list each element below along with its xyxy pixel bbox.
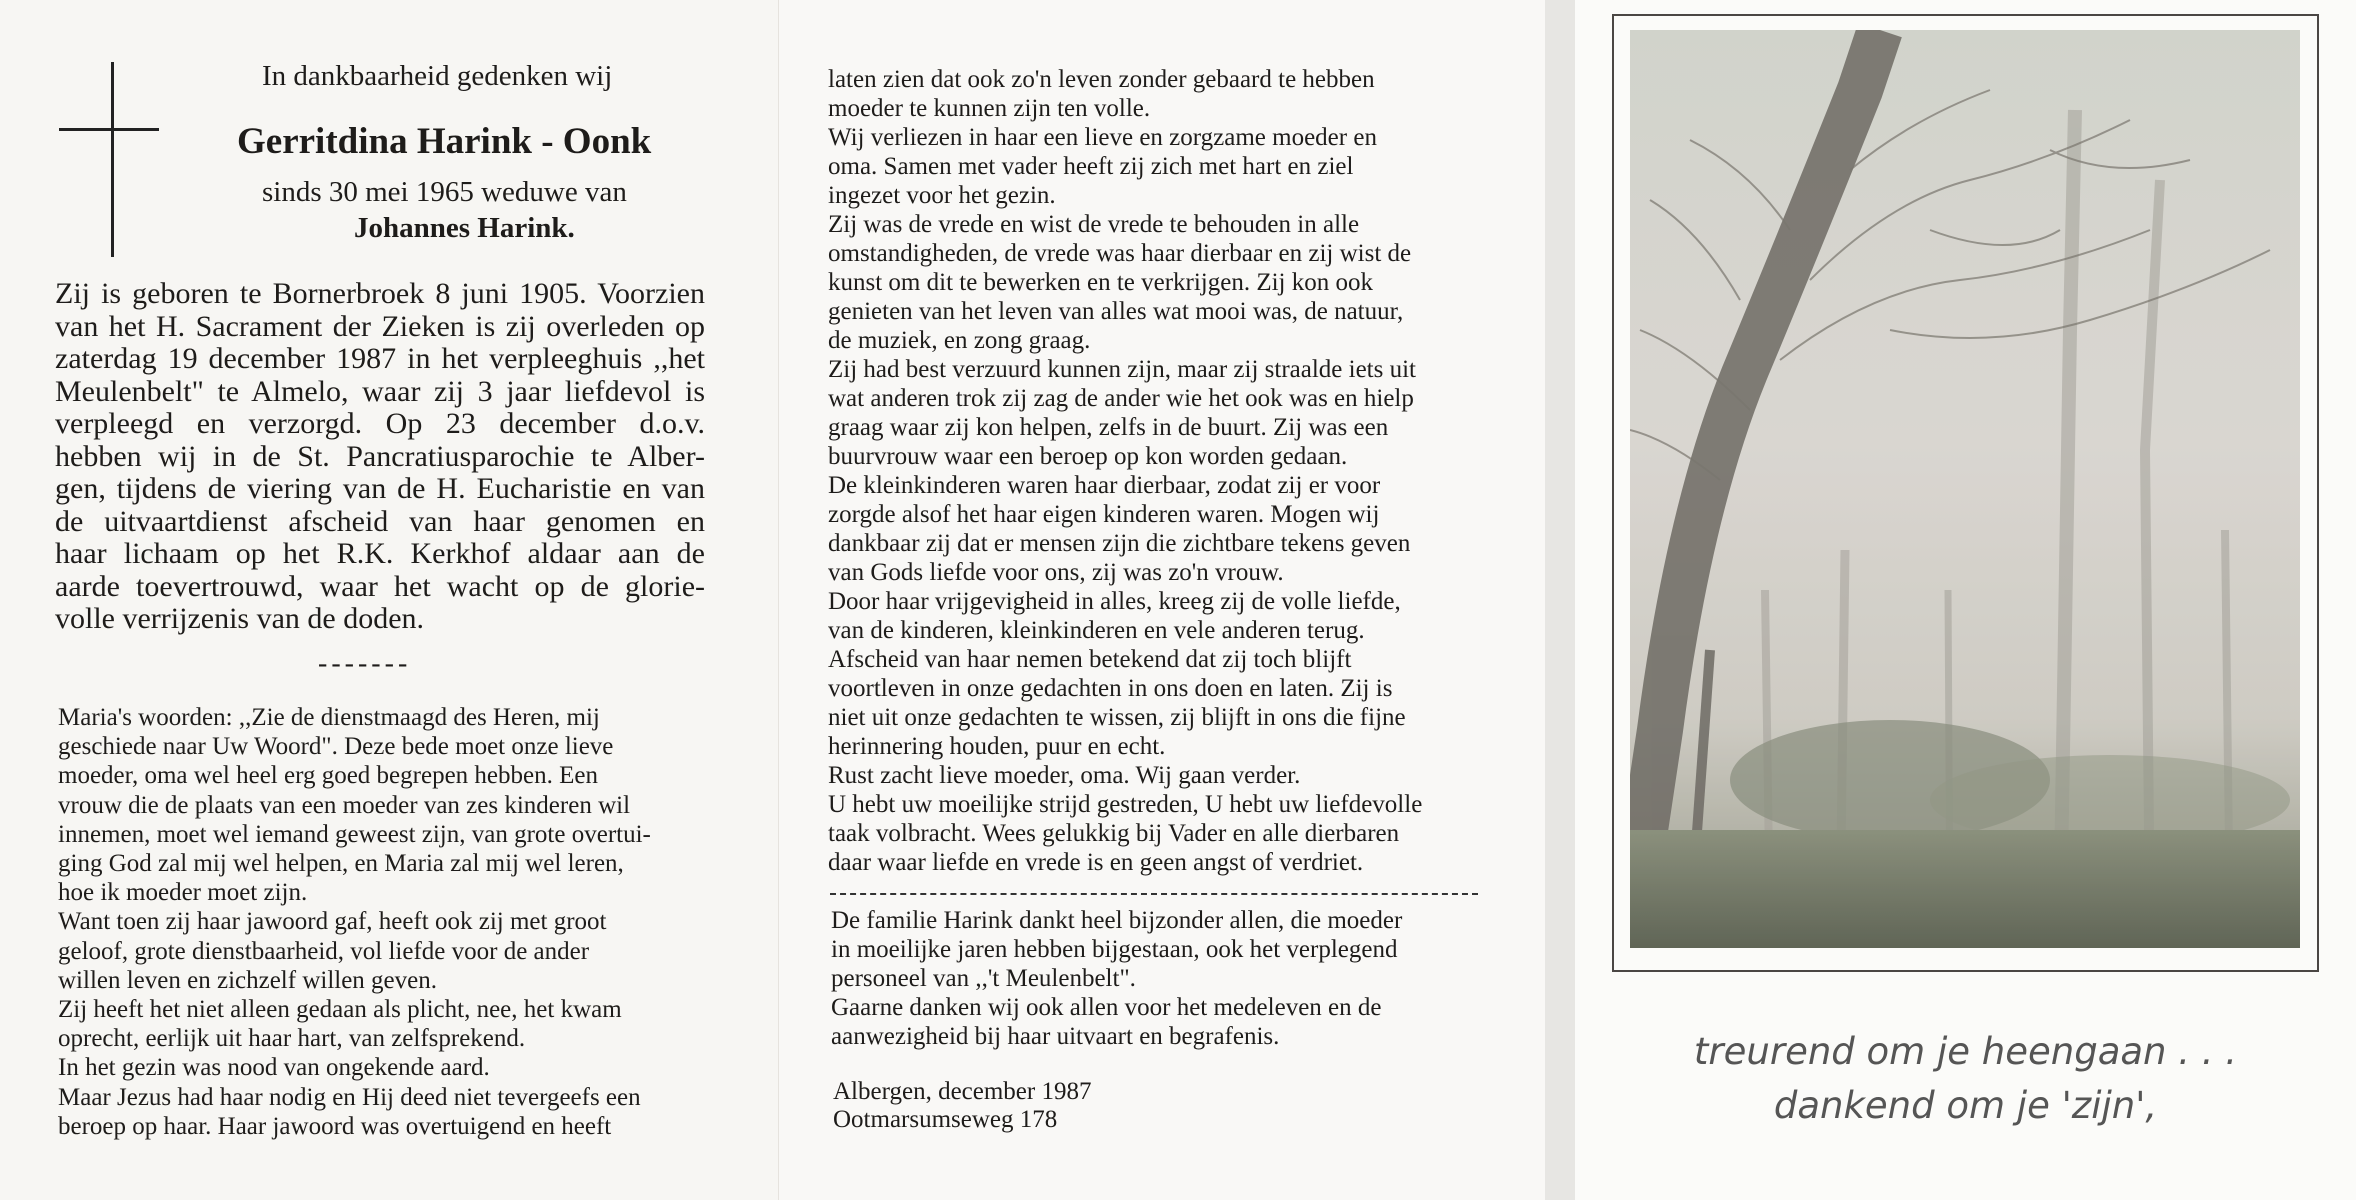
tribute-line: hoe ik moeder moet zijn. [58, 879, 308, 907]
tribute-line: omstandigheden, de vrede was haar dierbaar en zij wist de [828, 240, 1412, 267]
separator: ------- [318, 648, 412, 679]
tribute-line: herinnering houden, puur en echt. [828, 733, 1166, 760]
thanks-line: aanwezigheid bij haar uitvaart en begrafenis. [831, 1023, 1280, 1050]
tribute-line: buurvrouw waar een beroep op kon worden gedaan. [828, 443, 1348, 470]
tribute-line: graag waar zij kon helpen, zelfs in de buurt. Zij was een [828, 414, 1389, 441]
bio-line: de uitvaartdienst afscheid van haar genomen en [55, 504, 705, 538]
tribute-line: Rust zacht lieve moeder, oma. Wij gaan verder. [828, 762, 1301, 789]
thanks-line: Gaarne danken wij ook allen voor het medeleven en de [831, 994, 1382, 1021]
tribute-line: Maria's woorden: ,,Zie de dienstmaagd des Heren, mij [58, 704, 600, 731]
tribute-line: willen leven en zichzelf willen geven. [58, 966, 438, 994]
tribute-text-middle [828, 65, 1474, 877]
tribute-line: Afscheid van haar nemen betekend dat zij toch blijft [828, 646, 1352, 673]
misty-forest-photo [1630, 30, 2300, 948]
tribute-line: van Gods liefde voor ons, zij was zo'n vrouw. [828, 559, 1284, 586]
place-and-address [833, 1078, 1233, 1134]
caption-line-1: treurend om je heengaan . . . [1693, 1030, 2238, 1073]
tribute-line: geloof, grote dienstbaarheid, vol liefde voor de ander [58, 937, 590, 965]
tribute-line: ging God zal mij wel helpen, en Maria zal mij wel leren, [58, 850, 624, 878]
thanks-line: De familie Harink dankt heel bijzonder allen, die moeder [831, 907, 1403, 934]
tribute-line: niet uit onze gedachten te wissen, zij blijft in ons die fijne [828, 704, 1406, 731]
tribute-line: Wij verliezen in haar een lieve en zorgzame moeder en [828, 124, 1377, 151]
biography-text [55, 278, 705, 636]
tribute-text-left [58, 703, 708, 1141]
bio-line: haar lichaam op het R.K. Kerkhof aldaar aan de [55, 537, 705, 570]
tribute-line: oma. Samen met vader heeft zij zich met hart en ziel [828, 153, 1354, 180]
bio-line: volle verrijzenis van de doden. [55, 602, 425, 635]
tribute-line: moeder te kunnen zijn ten volle. [828, 95, 1151, 122]
caption-line-2: dankend om je 'zijn', [1773, 1084, 2158, 1127]
bio-line: gen, tijdens de viering van de H. Eucharistie en van [55, 472, 705, 505]
widow-since-line: sinds 30 mei 1965 weduwe van [262, 176, 627, 208]
place-date: Albergen, december 1987 [833, 1078, 1092, 1105]
tribute-line: oprecht, eerlijk uit haar hart, van zelfsprekend. [58, 1025, 526, 1053]
tribute-line: daar waar liefde en vrede is en geen angst of verdriet. [828, 849, 1364, 876]
tribute-line: Zij had best verzuurd kunnen zijn, maar zij straalde iets uit [828, 356, 1417, 383]
tribute-line: Zij heeft het niet alleen gedaan als plicht, nee, het kwam [58, 996, 622, 1024]
tribute-line: moeder, oma wel heel erg goed begrepen hebben. Een [58, 762, 598, 790]
bio-line: Meulenbelt" te Almelo, waar zij 3 jaar liefdevol is [55, 374, 705, 408]
tribute-line: de muziek, en zong graag. [828, 327, 1091, 354]
tribute-line: wat anderen trok zij zag de ander wie het ook was en hielp [828, 385, 1414, 412]
tribute-line: dankbaar zij dat er mensen zijn die zichtbare tekens geven [828, 530, 1411, 557]
thanks-line: personeel van ,,'t Meulenbelt". [831, 965, 1136, 992]
thanks-line: in moeilijke jaren hebben bijgestaan, ook het verplegend [831, 936, 1398, 963]
tribute-line: In het gezin was nood van ongekende aard. [58, 1054, 490, 1082]
bio-line: verpleegd en verzorgd. Op 23 december d.o.v. [55, 407, 705, 440]
tribute-line: taak volbracht. Wees gelukkig bij Vader en alle dierbaren [828, 820, 1400, 847]
tribute-line: De kleinkinderen waren haar dierbaar, zodat zij er voor [828, 472, 1381, 499]
intro-line: In dankbaarheid gedenken wij [262, 60, 613, 92]
tribute-line: kunst om dit te bewerken en te verkrijgen. Zij kon ook [828, 269, 1374, 296]
tribute-line: zorgde alsof het haar eigen kinderen waren. Mogen wij [828, 501, 1380, 528]
tribute-line: U hebt uw moeilijke strijd gestreden, U hebt uw liefdevolle [828, 791, 1423, 818]
tribute-line: laten zien dat ook zo'n leven zonder gebaard te hebben [828, 66, 1375, 93]
cross-icon-horizontal [59, 128, 159, 131]
tribute-line: Want toen zij haar jawoord gaf, heeft ook zij met groot [58, 908, 607, 936]
tribute-line: van de kinderen, kleinkinderen en vele anderen terug. [828, 617, 1365, 644]
deceased-name: Gerritdina Harink - Oonk [237, 121, 652, 162]
tribute-line: Zij was de vrede en wist de vrede te behouden in alle [828, 211, 1360, 238]
husband-name: Johannes Harink. [354, 212, 575, 244]
tribute-line: beroep op haar. Haar jawoord was overtuigend en heeft [58, 1112, 612, 1140]
tribute-line: Door haar vrijgevigheid in alles, kreeg zij de volle liefde, [828, 588, 1401, 615]
tribute-line: voortleven in onze gedachten in ons doen en laten. Zij is [828, 675, 1393, 702]
bio-line: Zij is geboren te Bornerbroek 8 juni 1905. Voorzien [55, 277, 705, 310]
tribute-line: vrouw die de plaats van een moeder van zes kinderen wil [58, 791, 631, 819]
tribute-line: genieten van het leven van alles wat mooi was, de natuur, [828, 298, 1404, 325]
dashed-divider [830, 893, 1478, 895]
thanks-text [831, 906, 1476, 1051]
tribute-line: geschiede naar Uw Woord". Deze bede moet onze lieve [58, 733, 614, 761]
tribute-line: Maar Jezus had haar nodig en Hij deed niet tevergeefs een [58, 1083, 641, 1111]
bio-line: hebben wij in de St. Pancratiusparochie te Alber- [55, 439, 705, 473]
tribute-line: innemen, moet wel iemand geweest zijn, van grote overtui- [58, 820, 651, 848]
cross-icon-vertical [111, 62, 114, 257]
panel-gutter [1545, 0, 1575, 1200]
address: Ootmarsumseweg 178 [833, 1106, 1058, 1133]
bio-line: aarde toevertrouwd, waar het wacht op de glorie- [55, 569, 705, 603]
bio-line: van het H. Sacrament der Zieken is zij overleden op [55, 309, 705, 343]
tribute-line: ingezet voor het gezin. [828, 182, 1056, 209]
bio-line: zaterdag 19 december 1987 in het verpleeghuis ,,het [55, 342, 705, 375]
